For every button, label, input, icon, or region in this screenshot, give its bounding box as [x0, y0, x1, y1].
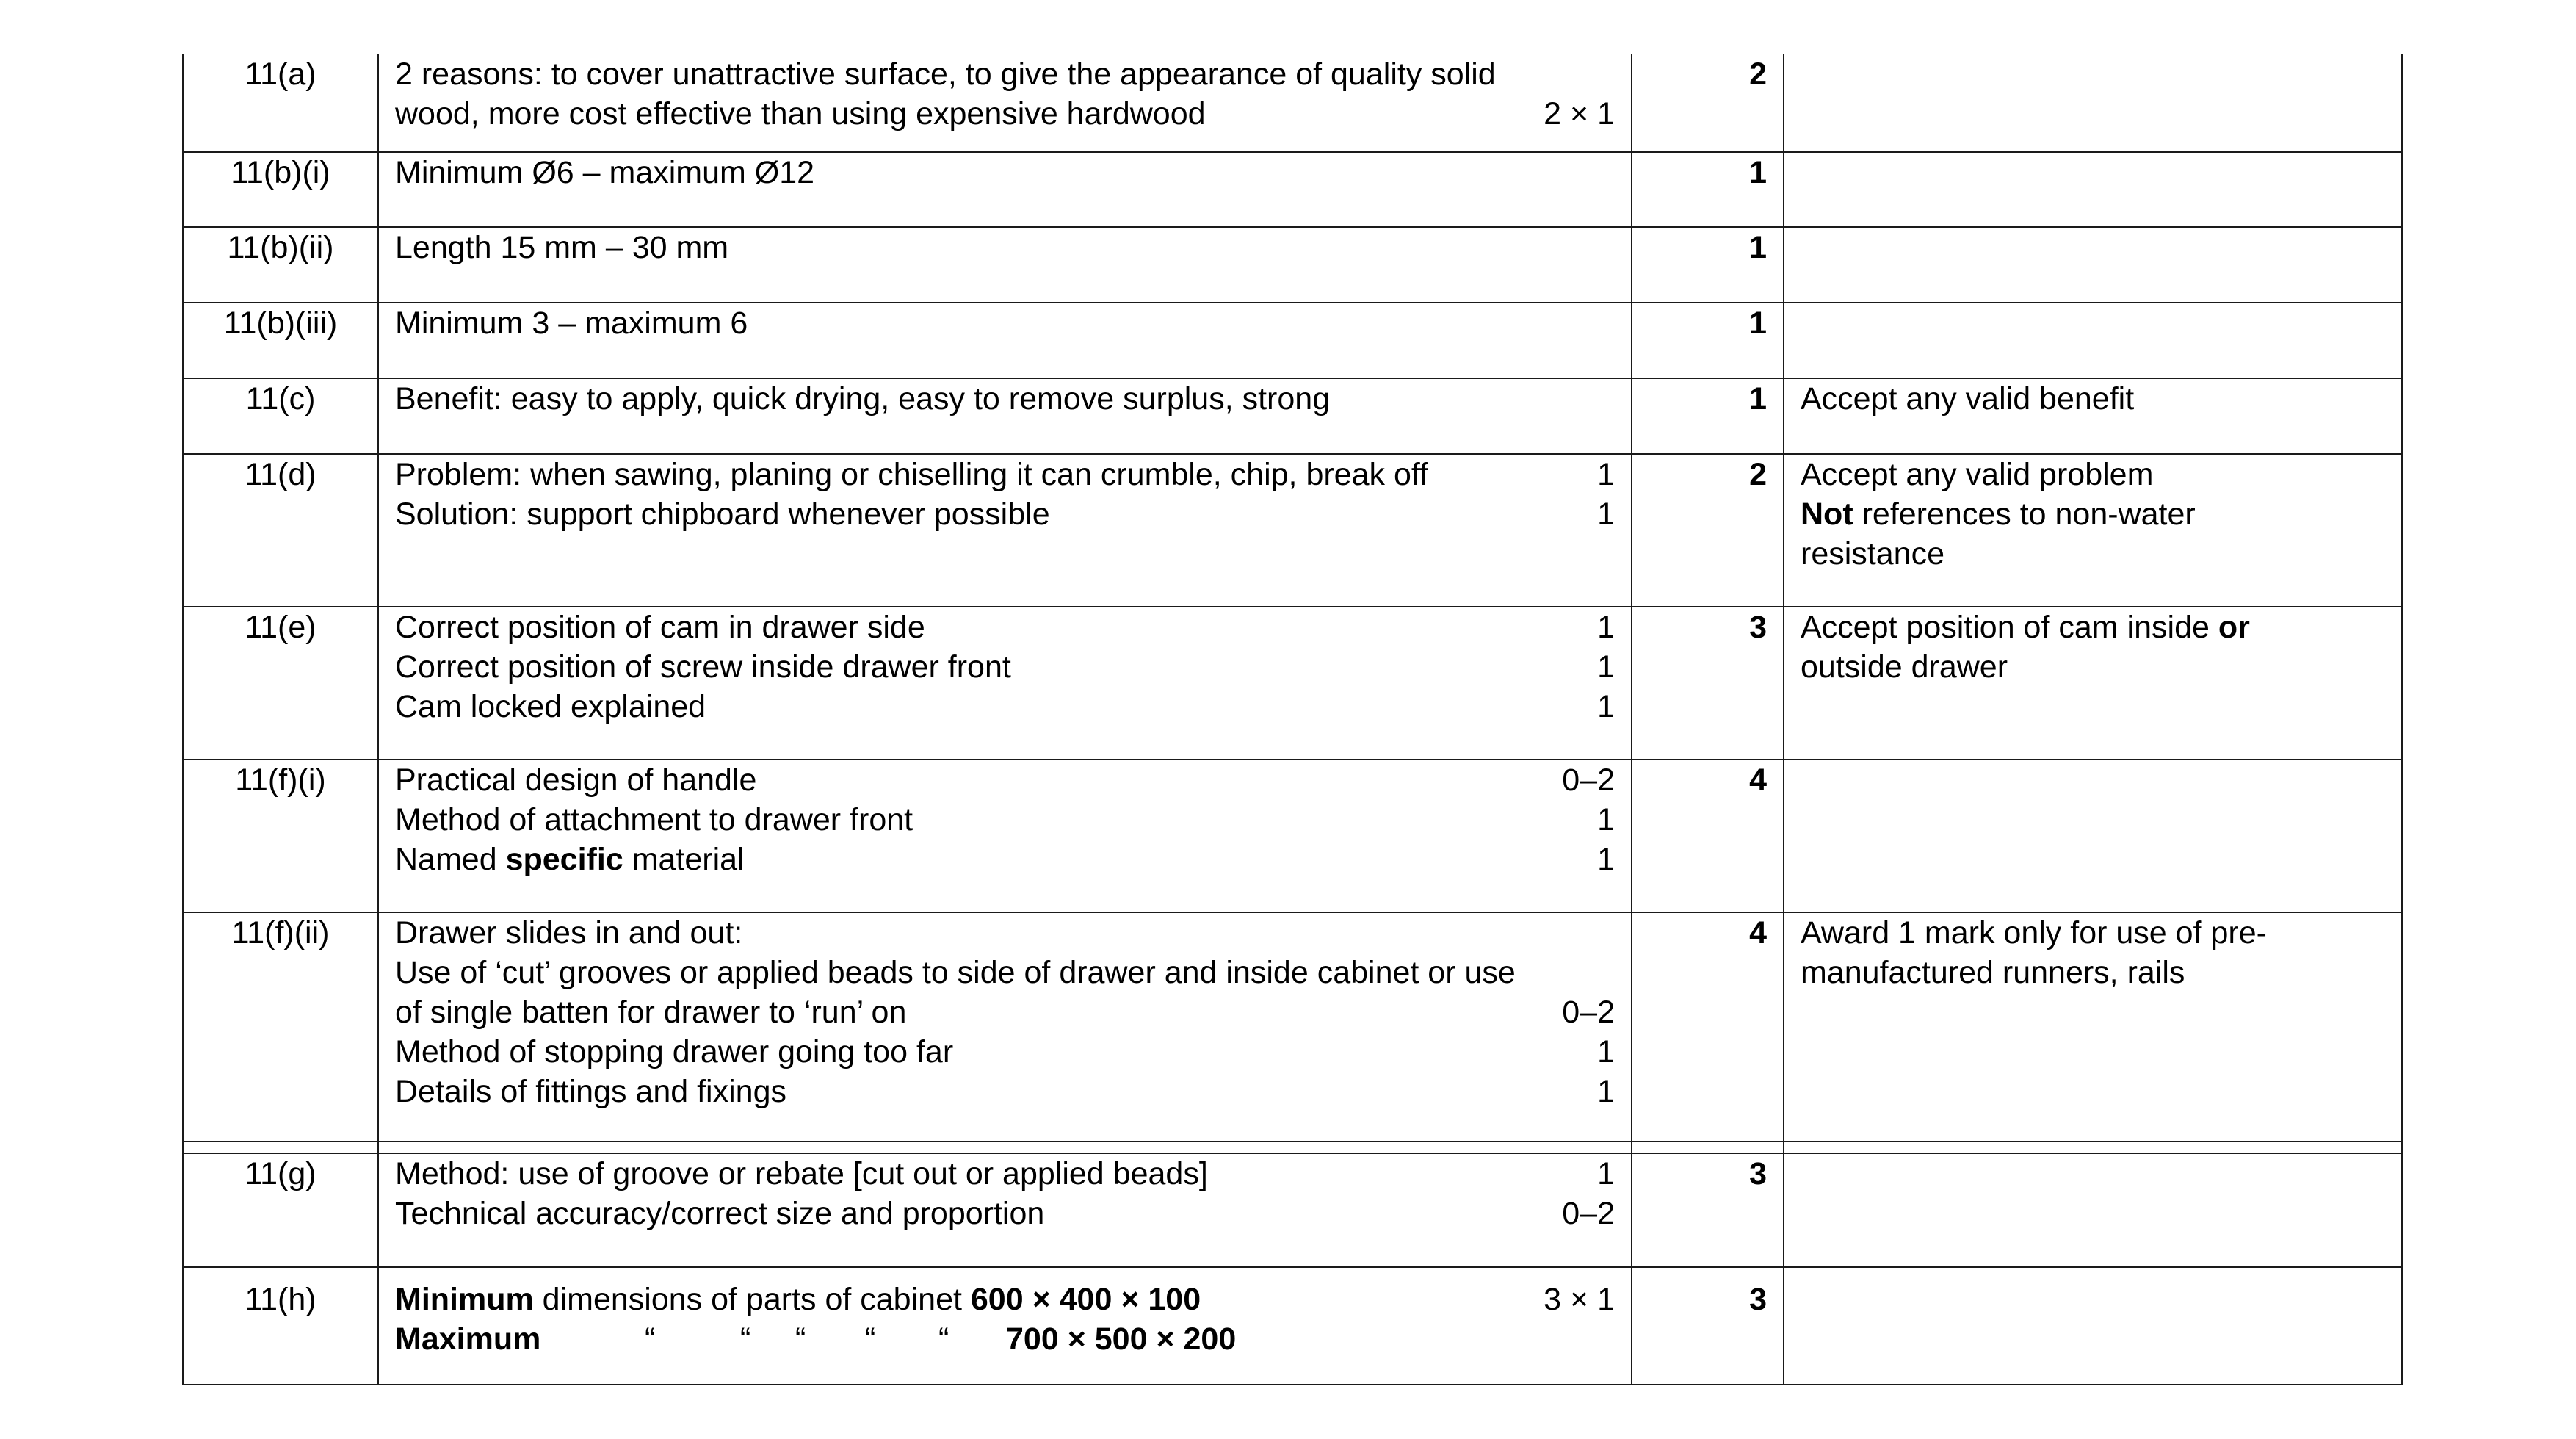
points: 1 — [1597, 842, 1615, 877]
guidance-line: resistance — [1801, 536, 1944, 571]
row-separator — [183, 1142, 2402, 1153]
points: 2 × 1 — [1544, 96, 1615, 131]
question-number: 11(b)(i) — [183, 152, 378, 227]
ditto-mark: “ — [645, 1321, 656, 1357]
points — [1600, 953, 1615, 992]
table-row — [183, 303, 2402, 378]
points: 1 — [1597, 1074, 1615, 1109]
answer-line: Correct position of screw inside drawer front — [395, 649, 1011, 685]
answer-line: Method: use of groove or rebate [cut out or applied beads] — [395, 1156, 1208, 1191]
marks-cell: 2 — [1632, 54, 1784, 152]
answer-line: Drawer slides in and out: — [395, 915, 743, 951]
answer-line: Cam locked explained — [395, 689, 706, 724]
points: 1 — [1597, 610, 1615, 645]
answer-line: Details of fittings and fixings — [395, 1074, 786, 1109]
marks-cell: 1 — [1632, 303, 1784, 378]
marks-cell: 1 — [1632, 227, 1784, 303]
points: 0–2 — [1562, 762, 1615, 798]
marks-cell: 4 — [1632, 760, 1784, 912]
points: 1 — [1597, 457, 1615, 492]
points: 1 — [1597, 497, 1615, 532]
points: 0–2 — [1562, 1196, 1615, 1231]
table-row — [183, 227, 2402, 303]
guidance-emphasis: Not — [1801, 497, 1853, 532]
guidance-cell — [1784, 227, 2402, 303]
answer-cell — [378, 1153, 1632, 1267]
answer-line: Minimum dimensions of parts of cabinet 600 × 400 × 100 — [395, 1282, 1201, 1317]
ditto-mark: “ — [795, 1321, 806, 1357]
marks-cell: 2 — [1632, 454, 1784, 607]
table-row — [183, 54, 2402, 152]
marks-cell: 3 — [1632, 1153, 1784, 1267]
guidance-cell — [1784, 1267, 2402, 1385]
question-number: 11(f)(ii) — [183, 912, 378, 1142]
answer-line: of single batten for drawer to ‘run’ on — [395, 995, 907, 1030]
answer-cell — [378, 607, 1632, 760]
answer-cell — [378, 454, 1632, 607]
guidance-line: manufactured runners, rails — [1801, 955, 2185, 990]
mark-scheme-table — [182, 54, 2403, 1385]
points — [1600, 913, 1615, 953]
question-number: 11(c) — [183, 378, 378, 454]
guidance-line: outside drawer — [1801, 649, 2008, 685]
question-number: 11(a) — [183, 54, 378, 152]
answer-emphasis: Minimum — [395, 1282, 534, 1317]
answer-cell — [378, 54, 1632, 152]
answer-cell: Benefit: easy to apply, quick drying, easy to remove surplus, strong — [378, 378, 1632, 454]
table-row — [183, 1153, 2402, 1267]
answer-line: Method of stopping drawer going too far — [395, 1034, 954, 1070]
answer-cell: Length 15 mm – 30 mm — [378, 227, 1632, 303]
answer-emphasis: Maximum — [395, 1321, 541, 1357]
question-number: 11(e) — [183, 607, 378, 760]
answer-cell: Minimum Ø6 – maximum Ø12 — [378, 152, 1632, 227]
answer-line: Method of attachment to drawer front — [395, 802, 913, 837]
marks-cell: 1 — [1632, 378, 1784, 454]
guidance-cell — [1784, 152, 2402, 227]
table-row — [183, 607, 2402, 760]
question-number: 11(d) — [183, 454, 378, 607]
guidance-cell — [1784, 454, 2402, 607]
points: 1 — [1597, 802, 1615, 837]
answer-line: Problem: when sawing, planing or chiselling it can crumble, chip, break off — [395, 457, 1428, 492]
guidance-line: references to non-water — [1853, 497, 2196, 532]
question-number: 11(b)(ii) — [183, 227, 378, 303]
points: 1 — [1597, 689, 1615, 724]
answer-cell — [378, 1267, 1632, 1385]
guidance-cell — [1784, 760, 2402, 912]
answer-line: Technical accuracy/correct size and proportion — [395, 1196, 1045, 1231]
minimum-dimensions: 600 × 400 × 100 — [970, 1282, 1201, 1317]
marks-cell: 1 — [1632, 152, 1784, 227]
table-row — [183, 152, 2402, 227]
answer-line: Named specific material — [395, 842, 745, 877]
guidance-cell — [1784, 54, 2402, 152]
table-row — [183, 912, 2402, 1142]
answer-cell: Minimum 3 – maximum 6 — [378, 303, 1632, 378]
answer-line: wood, more cost effective than using expensive hardwood — [395, 96, 1206, 131]
ditto-mark: “ — [865, 1321, 876, 1357]
answer-line: Practical design of handle — [395, 762, 757, 798]
guidance-line: Accept any valid problem — [1801, 457, 2154, 492]
guidance-cell — [1784, 607, 2402, 760]
question-number: 11(g) — [183, 1153, 378, 1267]
question-number: 11(h) — [183, 1267, 378, 1385]
guidance-cell — [1784, 1153, 2402, 1267]
question-number: 11(f)(i) — [183, 760, 378, 912]
answer-line: 2 reasons: to cover unattractive surface, to give the appearance of quality solid — [395, 57, 1496, 92]
answer-cell — [378, 912, 1632, 1142]
question-number: 11(b)(iii) — [183, 303, 378, 378]
table-row — [183, 760, 2402, 912]
marks-cell: 3 — [1632, 1267, 1784, 1385]
guidance-emphasis: or — [2218, 610, 2250, 645]
guidance-cell — [1784, 912, 2402, 1142]
answer-line: Correct position of cam in drawer side — [395, 610, 925, 645]
maximum-dimensions: 700 × 500 × 200 — [1006, 1321, 1237, 1357]
guidance-line: Award 1 mark only for use of pre- — [1801, 915, 2267, 951]
guidance-cell — [1784, 303, 2402, 378]
answer-emphasis: specific — [505, 842, 623, 877]
points: 0–2 — [1562, 995, 1615, 1030]
ditto-mark: “ — [938, 1321, 949, 1357]
answer-line: Solution: support chipboard whenever possible — [395, 497, 1050, 532]
points: 1 — [1597, 649, 1615, 685]
guidance-line: Accept position of cam inside — [1801, 610, 2218, 645]
points: 1 — [1597, 1156, 1615, 1191]
guidance-cell: Accept any valid benefit — [1784, 378, 2402, 454]
table-row — [183, 1267, 2402, 1385]
answer-line: Use of ‘cut’ grooves or applied beads to side of drawer and inside cabinet or use — [395, 955, 1516, 990]
answer-cell — [378, 760, 1632, 912]
points: 1 — [1597, 1034, 1615, 1070]
points: 3 × 1 — [1544, 1282, 1615, 1317]
table-row — [183, 378, 2402, 454]
marks-cell: 3 — [1632, 607, 1784, 760]
marks-cell: 4 — [1632, 912, 1784, 1142]
ditto-mark: “ — [740, 1321, 751, 1357]
table-row — [183, 454, 2402, 607]
